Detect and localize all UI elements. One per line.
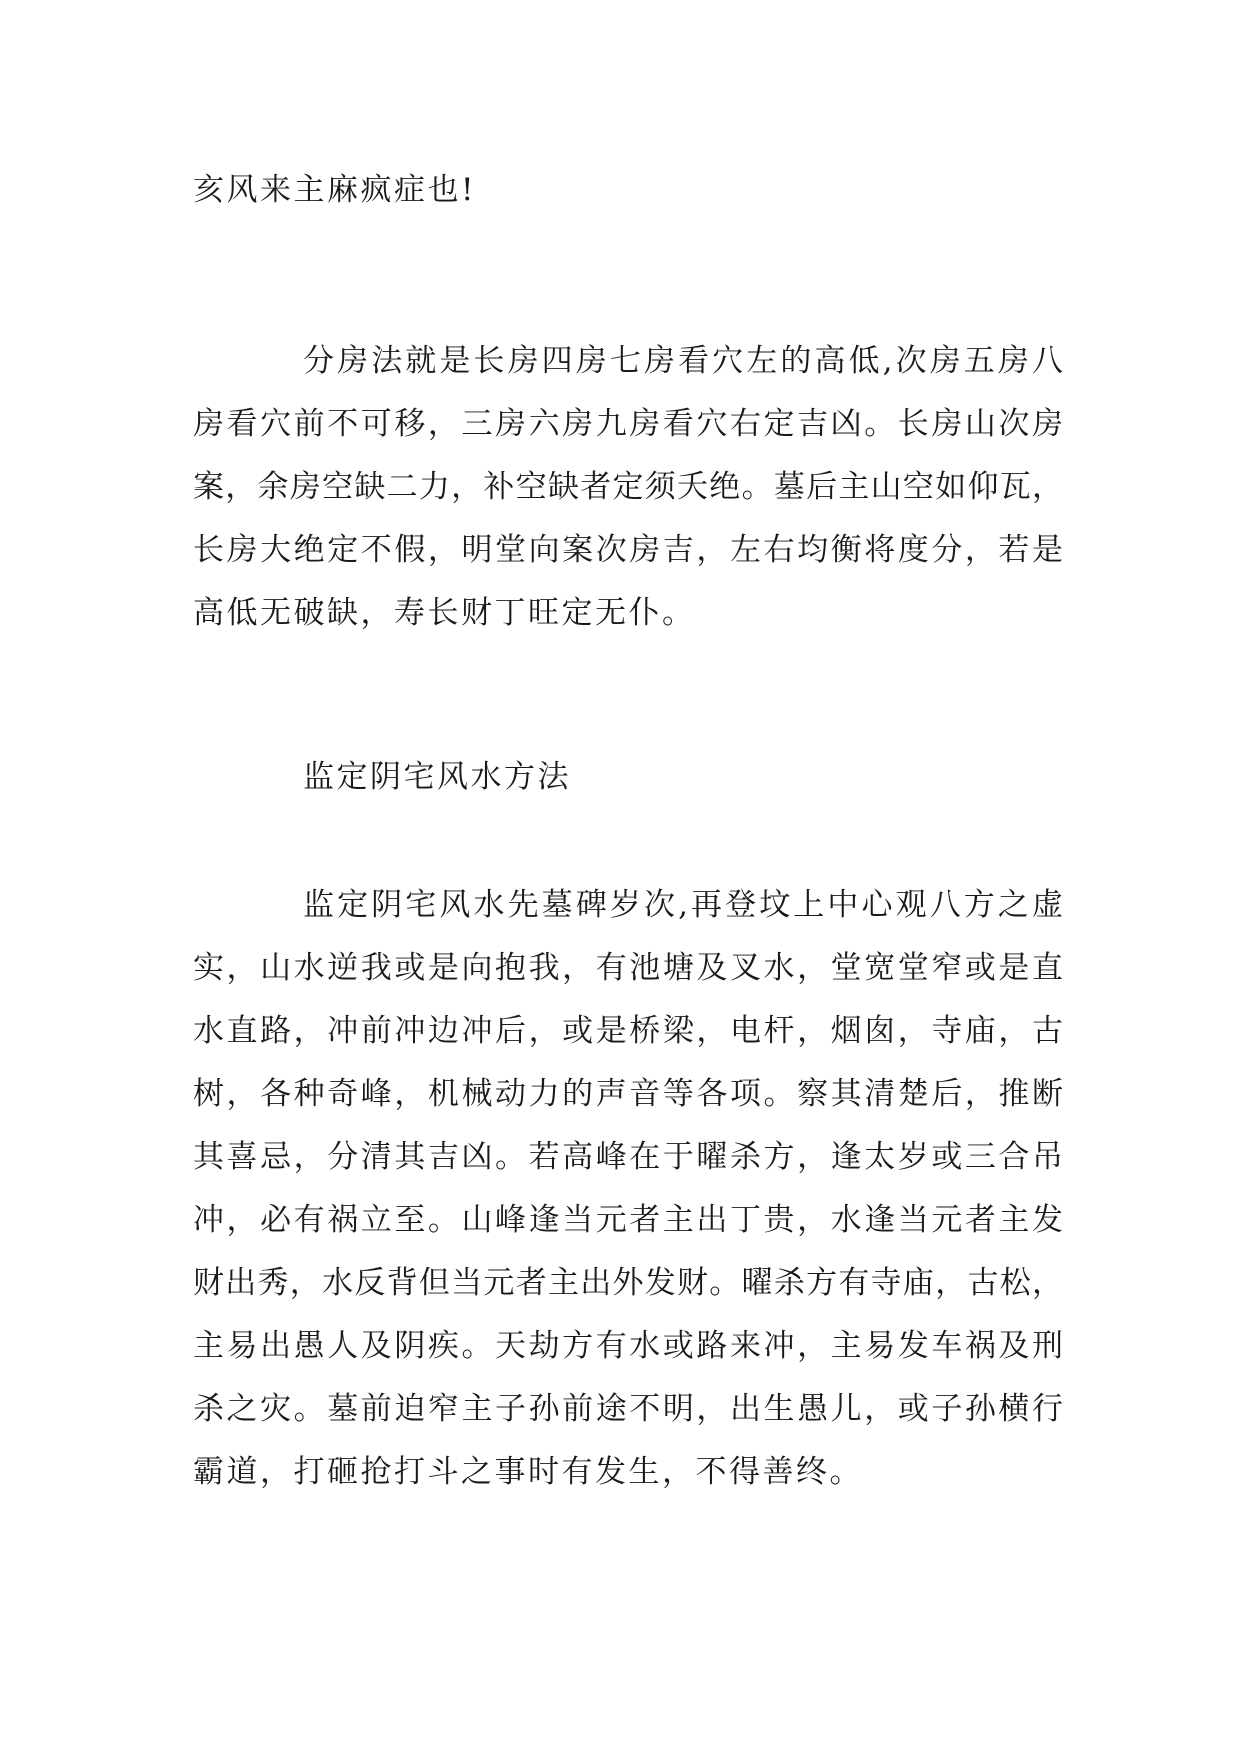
paragraph-line: 其喜忌，分清其吉凶。若高峰在于曜杀方，逢太岁或三合吊 — [193, 1139, 1063, 1175]
paragraph-line: 高低无破缺，寿长财丁旺定无仆。 — [193, 595, 696, 631]
section-heading: 监定阴宅风水方法 — [303, 759, 571, 795]
paragraph-line: 实，山水逆我或是向抱我，有池塘及叉水，堂宽堂窄或是直 — [193, 950, 1063, 986]
paragraph-line: 霸道，打砸抢打斗之事时有发生，不得善终。 — [193, 1454, 863, 1490]
paragraph-line: 分房法就是长房四房七房看穴左的高低,次房五房八 — [303, 343, 1063, 379]
paragraph-line: 树，各种奇峰，机械动力的声音等各项。察其清楚后，推断 — [193, 1076, 1063, 1112]
paragraph-line: 房看穴前不可移，三房六房九房看穴右定吉凶。长房山次房 — [193, 406, 1063, 442]
paragraph-line: 案，余房空缺二力，补空缺者定须夭绝。墓后主山空如仰瓦， — [193, 469, 1063, 505]
paragraph-line: 财出秀，水反背但当元者主出外发财。曜杀方有寺庙，古松， — [193, 1265, 1063, 1301]
paragraph-line: 水直路，冲前冲边冲后，或是桥梁，电杆，烟囱，寺庙，古 — [193, 1013, 1063, 1049]
paragraph-line: 监定阴宅风水先墓碑岁次,再登坟上中心观八方之虚 — [303, 887, 1063, 923]
intro-line: 亥风来主麻疯症也! — [193, 172, 476, 208]
paragraph-line: 主易出愚人及阴疾。天劫方有水或路来冲，主易发车祸及刑 — [193, 1328, 1063, 1364]
paragraph-line: 冲，必有祸立至。山峰逢当元者主出丁贵，水逢当元者主发 — [193, 1202, 1063, 1238]
paragraph-line: 长房大绝定不假，明堂向案次房吉，左右均衡将度分，若是 — [193, 532, 1063, 568]
paragraph-line: 杀之灾。墓前迫窄主子孙前途不明，出生愚儿，或子孙横行 — [193, 1391, 1063, 1427]
